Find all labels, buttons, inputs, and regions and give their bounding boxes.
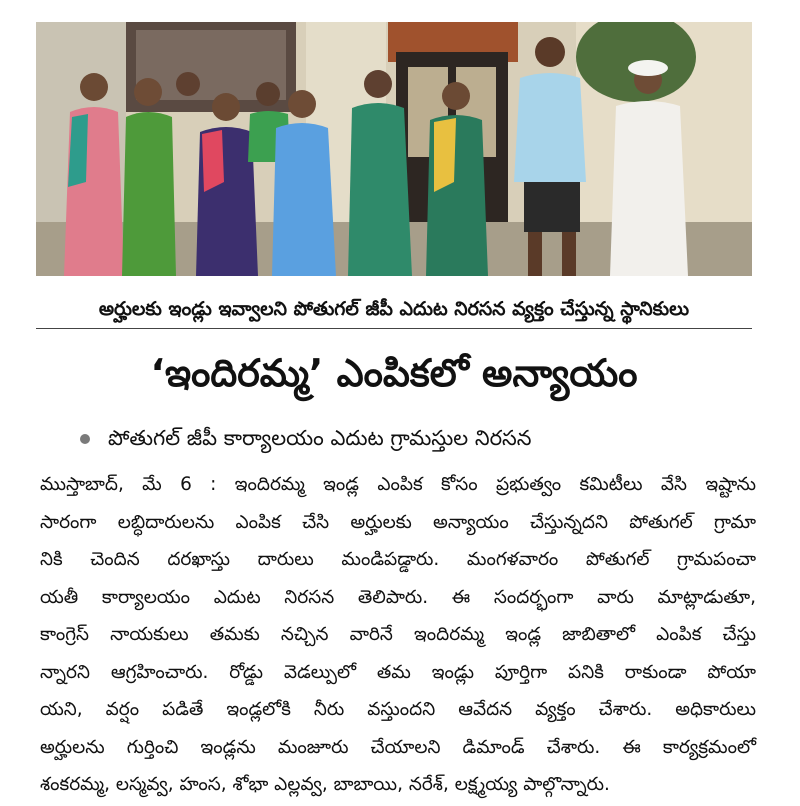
body-line: ముస్తాబాద్, మే 6 : ఇందిరమ్మ ఇండ్ల ఎంపిక కోసం ప్రభుత్వం కమిటీలు వేసి ఇష్టాను [40,474,756,495]
body-line: న్నారని ఆగ్రహించారు. రోడ్డు వెడల్పులో తమ ఇండ్లు పూర్తిగా పనికి రాకుండా పోయా [40,661,756,683]
body-line: కాంగ్రెస్ నాయకులు తమకు నచ్చిన వారినే ఇందిరమ్మ ఇండ్ల జాబితాలో ఎంపిక చేస్తు [40,624,756,645]
subheadline-text: పోతుగల్ జీపీ కార్యాలయం ఎదుట గ్రామస్తుల నిరసన [108,426,532,450]
body-line: సారంగా లబ్ధిదారులను ఎంపిక చేసి అర్హులకు అన్యాయం చేస్తున్నదని పోతుగల్ గ్రామా [40,511,756,533]
photo-caption: అర్హులకు ఇండ్లు ఇవ్వాలని పోతుగల్ జీపీ ఎదుట నిరసన వ్యక్తం చేస్తున్న స్థానికులు [36,290,752,329]
article-photo [36,22,752,276]
body-line: నికి చెందిన దరఖాస్తు దారులు మండిపడ్డారు. మంగళవారం పోతుగల్ గ్రామపంచా [40,549,756,570]
article-headline: ‘ఇందిరమ్మ’ ఎంపికలో అన్యాయం [150,351,638,395]
article-subheadline [80,418,740,458]
bullet-icon [80,434,90,444]
body-line: అర్హులను గుర్తించి ఇండ్లను మంజూరు చేయాలని డిమాండ్ చేశారు. ఈ కార్యక్రమంలో [40,736,756,758]
body-line: యని, వర్షం పడితే ఇండ్లలోకి నీరు వస్తుందని ఆవేదన వ్యక్తం చేశారు. అధికారులు [40,699,756,720]
article-body [40,466,756,804]
body-line: యతీ కార్యాలయం ఎదుట నిరసన తెలిపారు. ఈ సందర్భంగా వారు మాట్లాడుతూ, [40,586,756,608]
body-line: శంకరమ్మ, లస్మవ్వ, హంస, శోభా ఎల్లవ్వ, బాబాయి, నరేశ్, లక్ష్మయ్య పాల్గొన్నారు. [40,774,610,795]
